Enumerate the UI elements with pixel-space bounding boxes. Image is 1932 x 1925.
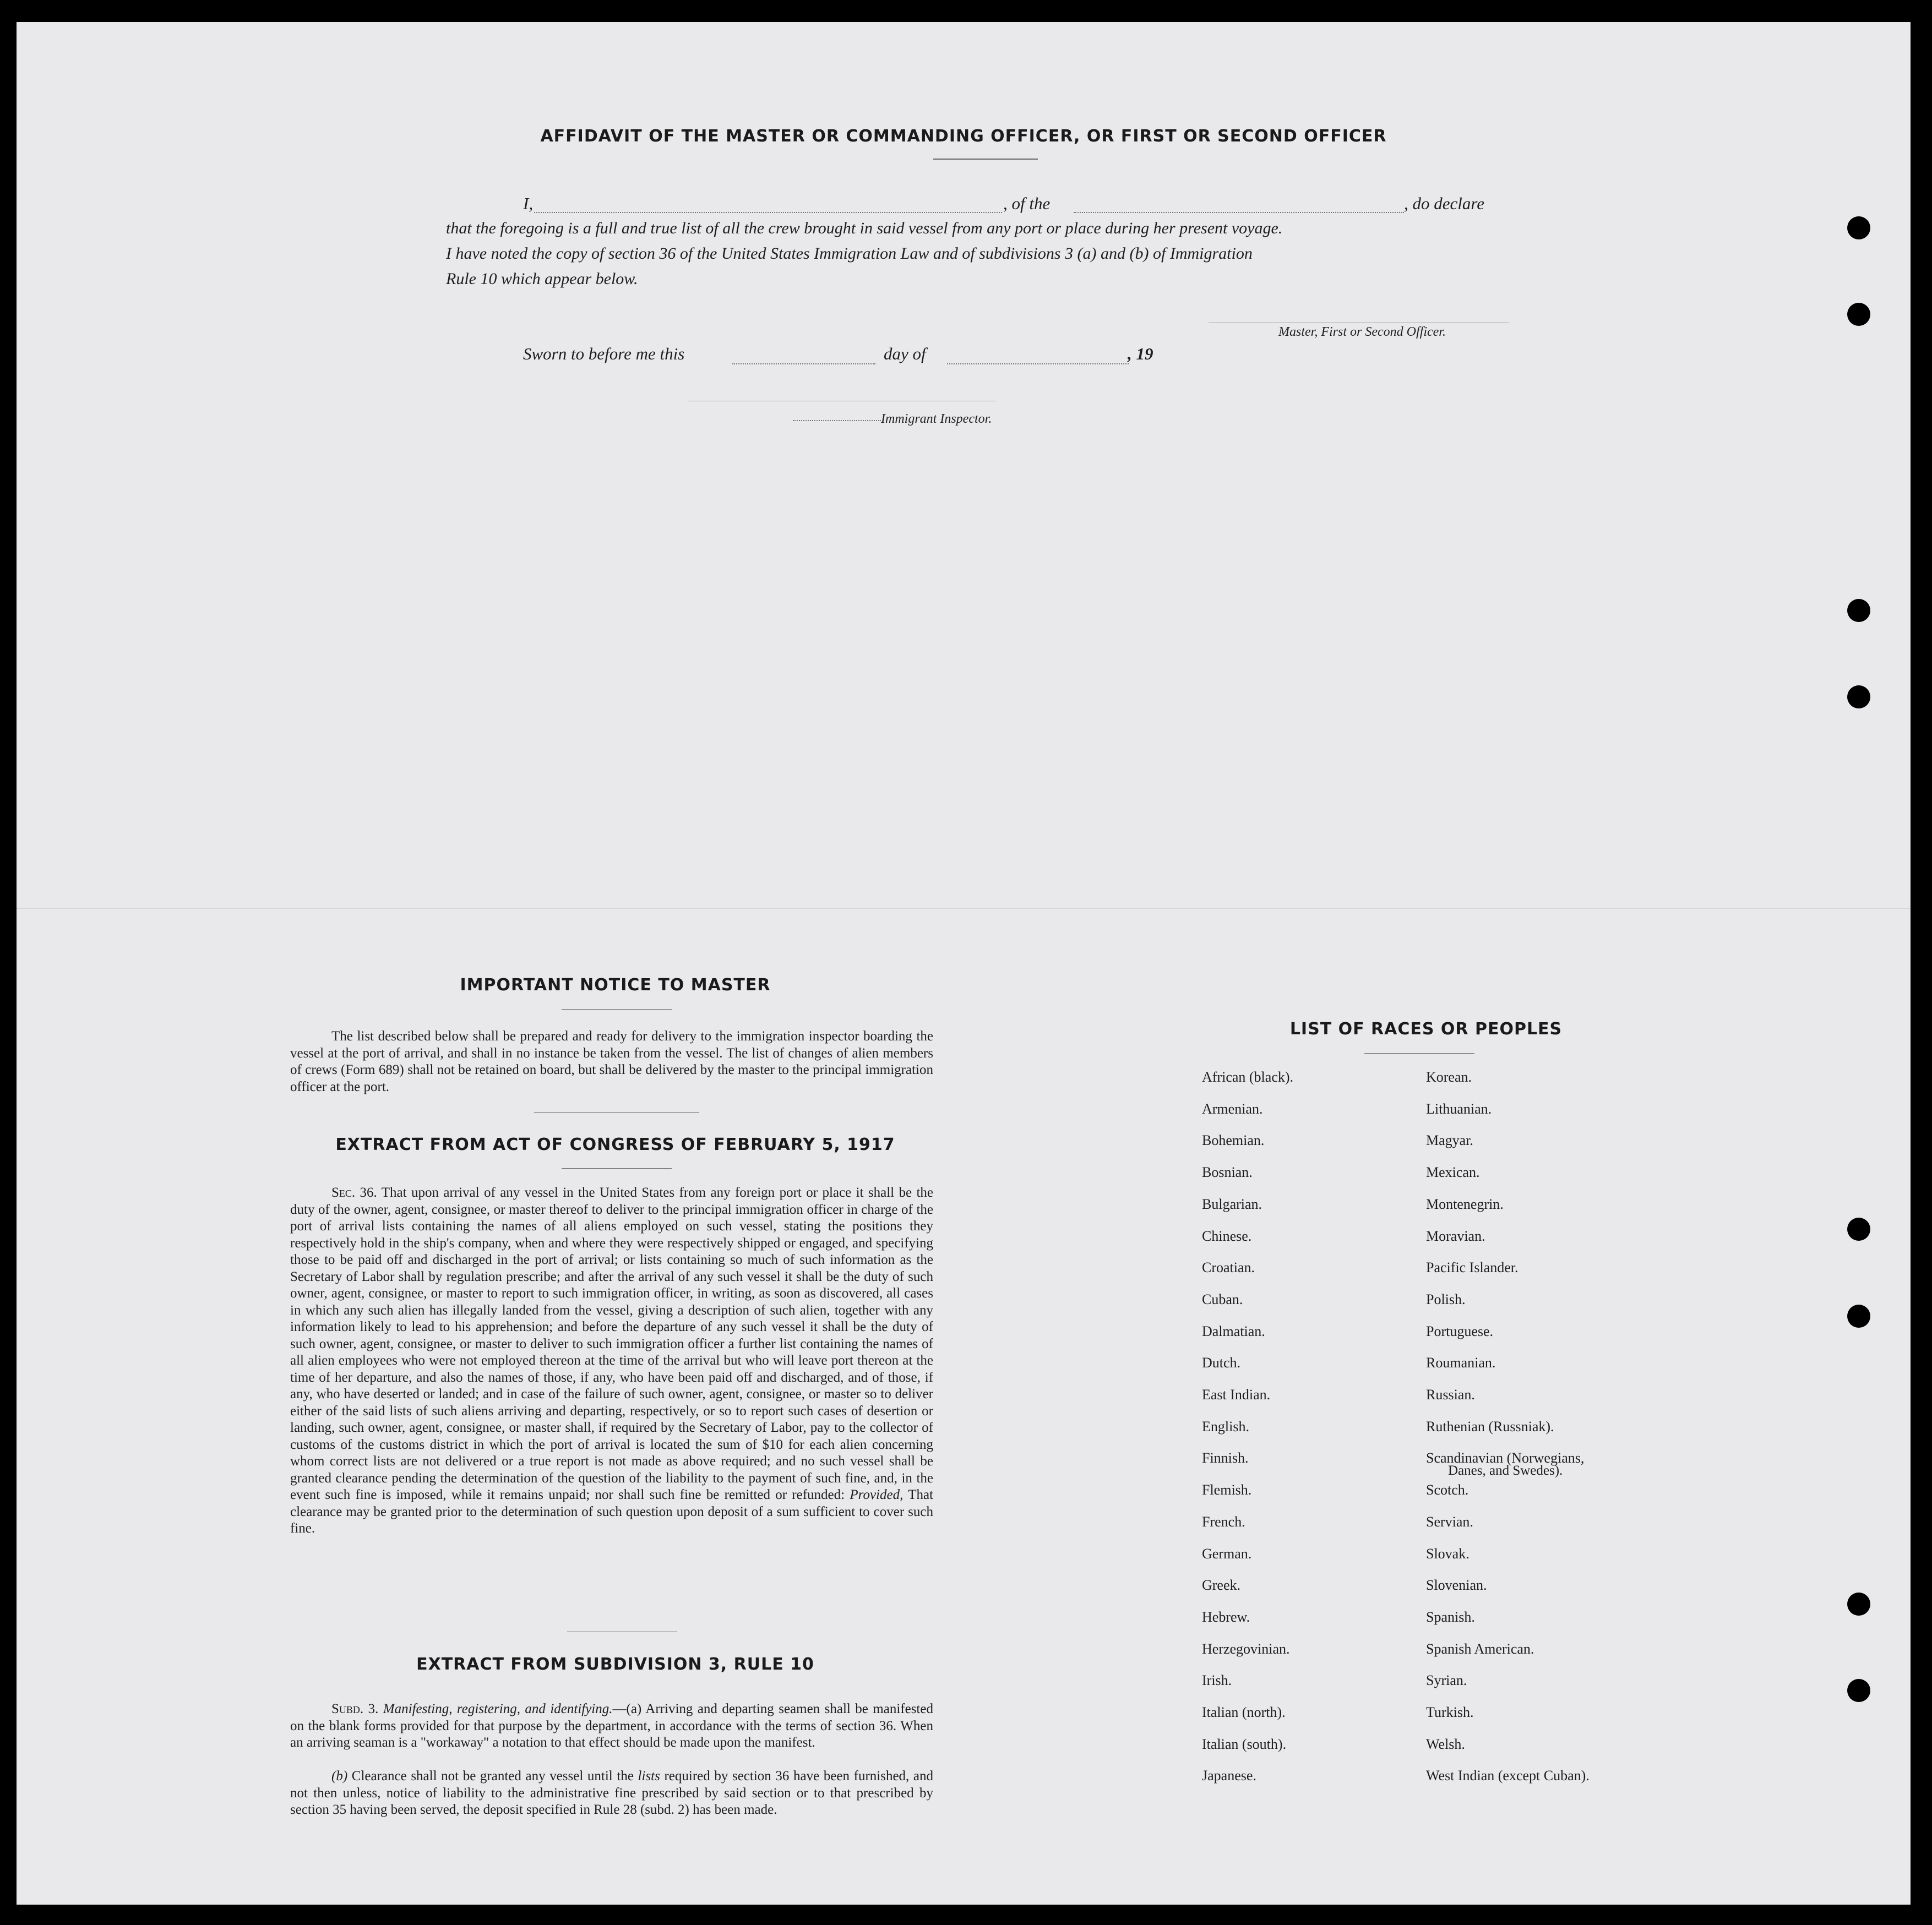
rule-subd-a xyxy=(290,1701,933,1752)
race-item: French. xyxy=(1202,1513,1245,1530)
fold-line xyxy=(17,908,1911,909)
do-declare-label: , do declare xyxy=(1404,194,1485,213)
title-rule xyxy=(933,159,1038,160)
race-item: Bulgarian. xyxy=(1202,1196,1262,1212)
provided-label: Provided, xyxy=(850,1487,904,1502)
vessel-field[interactable] xyxy=(1074,212,1404,213)
rule-subd-b xyxy=(290,1768,933,1819)
document-sheet xyxy=(17,22,1911,1905)
race-item: Slovak. xyxy=(1426,1545,1470,1562)
subd-heading: Manifesting, registering, and identifying. xyxy=(383,1702,613,1716)
race-item: Pacific Islander. xyxy=(1426,1259,1519,1276)
race-item: English. xyxy=(1202,1418,1249,1435)
race-item: Spanish American. xyxy=(1426,1640,1534,1657)
race-item: Irish. xyxy=(1202,1672,1232,1689)
act-text xyxy=(290,1185,933,1537)
races-rule xyxy=(1364,1053,1474,1054)
signature-label: Master, First or Second Officer. xyxy=(1278,325,1446,339)
b-lists: lists xyxy=(638,1769,660,1784)
i-label: I, xyxy=(523,194,534,213)
day-field[interactable] xyxy=(732,363,875,364)
act-body: That upon arrival of any vessel in the United States from any foreign port or place it shall be the duty of the owner, agent, consignee, or master thereof to deliver to the principal immigration officer in charge of the port of arrival lists containing the names of all aliens employed on such vessel, stating the positions they respectively hold in the ship's company, when and where they were respectively shipped or engaged, and specifying those to be paid off and discharged in the port of arrival; or lists containing so much of such information as the Secretary of Labor shall by regulation prescribe; and after the arrival of any such vessel it shall be the duty of such owner, agent, consignee, or master to report to such immigration officer, in writing, as soon as discovered, all cases in which any such alien has illegally landed from the vessel, giving a description of such alien, together with any information likely to lead to his apprehension; and before the departure of any such vessel it shall be the duty of such owner, agent, consignee, or master to deliver to such immigration officer a further list containing the names of all alien employees who were not employed thereon at the time of the arrival but who will leave port thereon at the time of her departure, and also the names of those, if any, who have been paid off and discharged, and of those, if any, who have deserted or landed; and in case of the failure of such owner, agent, consignee, or master so to deliver either of the said lists of such aliens arriving and departing, respectively, or so to report such cases of desertion or landing, such owner, agent, consignee, or master shall, if required by the Secretary of Labor, pay to the collector of customs of the customs district in which the port of arrival is located the sum of $10 for each alien concerning whom correct lists are not delivered or a true report is not made as above required; and no such vessel shall be granted clearance pending the determination of the question of the liability to the payment of such fine, and, in the event such fine is imposed, while it remains unpaid; nor shall such fine be remitted or refunded: xyxy=(290,1185,934,1502)
race-item: Bohemian. xyxy=(1202,1132,1265,1149)
declaration-line-3: Rule 10 which appear below. xyxy=(446,270,638,288)
race-item: Croatian. xyxy=(1202,1259,1255,1276)
race-item: Montenegrin. xyxy=(1426,1196,1504,1212)
act-body-end: That clearance may be granted prior to the determination of such question upon deposit of a sum sufficient to cover such fine. xyxy=(290,1487,934,1536)
race-item: Flemish. xyxy=(1202,1482,1252,1498)
declaration-line-1: that the foregoing is a full and true list of all the crew brought in said vessel from any port or place during her present voyage. xyxy=(446,219,1283,237)
race-item: Mexican. xyxy=(1426,1164,1480,1181)
race-item: East Indian. xyxy=(1202,1387,1271,1403)
act-rule xyxy=(562,1168,672,1169)
race-item: Scandinavian (Norwegians, xyxy=(1426,1450,1585,1466)
rule-title: EXTRACT FROM SUBDIVISION 3, RULE 10 xyxy=(416,1655,814,1674)
race-item: Servian. xyxy=(1426,1513,1473,1530)
inspector-dots xyxy=(793,420,881,421)
races-title: LIST OF RACES OR PEOPLES xyxy=(1289,1019,1563,1039)
race-item: Welsh. xyxy=(1426,1736,1465,1752)
race-item: Dutch. xyxy=(1202,1355,1241,1371)
punch-hole xyxy=(1847,599,1870,622)
declaration-line-2: I have noted the copy of section 36 of the United States Immigration Law and of subdivisions 3 (a) and (b) of Immigration xyxy=(446,244,1253,263)
race-item: Lithuanian. xyxy=(1426,1100,1492,1117)
race-item: Italian (north). xyxy=(1202,1704,1286,1720)
b-label: (b) xyxy=(331,1769,348,1784)
subd-label: Subd. 3. xyxy=(331,1702,379,1716)
notice-title: IMPORTANT NOTICE TO MASTER xyxy=(460,975,771,995)
notice-rule xyxy=(562,1009,672,1010)
race-item: Bosnian. xyxy=(1202,1164,1253,1181)
race-item: Finnish. xyxy=(1202,1450,1249,1466)
punch-hole xyxy=(1847,216,1870,239)
b-text-1: Clearance shall not be granted any vessel until the xyxy=(351,1769,634,1784)
notice-text: The list described below shall be prepared and ready for delivery to the immigration inspector boarding the vessel at the port of arrival, and shall in no instance be taken from the vessel. The list of changes of alien members of crews (Form 689) shall not be retained on board, but shall be delivered by the master to the principal immigration officer at the port. xyxy=(290,1029,933,1094)
act-title: EXTRACT FROM ACT OF CONGRESS OF FEBRUARY 5, 1917 xyxy=(335,1135,895,1154)
race-item: Moravian. xyxy=(1426,1228,1485,1244)
race-item: Korean. xyxy=(1426,1069,1472,1085)
b-text-2: required by section 36 have been furnished, and not then unless, notice of liability to the administrative fine prescribed by said section or to that prescribed by section 35 having been served, the deposit specified in Rule 28 (subd. 2) has been made. xyxy=(290,1769,934,1817)
race-item-continuation: Danes, and Swedes). xyxy=(1448,1463,1563,1479)
of-the-label: , of the xyxy=(1003,194,1051,213)
race-item: Italian (south). xyxy=(1202,1736,1287,1752)
subd-a-text: —(a) Arriving and departing seamen shall be manifested on the blank forms provided for that purpose by the department, in accordance with the terms of section 36. When an arriving seaman is a "workaway" a notation to that effect should be made upon the manifest. xyxy=(290,1702,933,1750)
race-item: Roumanian. xyxy=(1426,1355,1496,1371)
race-item: Portuguese. xyxy=(1426,1323,1494,1339)
punch-hole xyxy=(1847,1679,1870,1702)
punch-hole xyxy=(1847,1218,1870,1241)
day-of-label: day of xyxy=(884,344,926,363)
race-item: Ruthenian (Russniak). xyxy=(1426,1418,1554,1435)
inspector-label: Immigrant Inspector. xyxy=(881,412,992,426)
year-label: , 19 xyxy=(1128,344,1153,363)
race-item: Magyar. xyxy=(1426,1132,1473,1149)
race-item: Russian. xyxy=(1426,1387,1475,1403)
race-item: Polish. xyxy=(1426,1291,1466,1307)
sec-label: Sec. 36. xyxy=(331,1185,377,1200)
race-item: Armenian. xyxy=(1202,1100,1263,1117)
race-item: Greek. xyxy=(1202,1577,1241,1594)
race-item: Dalmatian. xyxy=(1202,1323,1265,1339)
name-field[interactable] xyxy=(534,212,1002,213)
punch-hole xyxy=(1847,303,1870,326)
punch-hole xyxy=(1847,685,1870,708)
race-item: West Indian (except Cuban). xyxy=(1426,1768,1590,1784)
race-item: African (black). xyxy=(1202,1069,1294,1085)
race-item: German. xyxy=(1202,1545,1252,1562)
punch-hole xyxy=(1847,1305,1870,1328)
month-field[interactable] xyxy=(947,363,1129,364)
race-item: Spanish. xyxy=(1426,1608,1475,1625)
race-item: Cuban. xyxy=(1202,1291,1243,1307)
race-item: Scotch. xyxy=(1426,1482,1469,1498)
affidavit-title: AFFIDAVIT OF THE MASTER OR COMMANDING OFFICER, OR FIRST OR SECOND OFFICER xyxy=(540,127,1387,146)
race-item: Japanese. xyxy=(1202,1768,1256,1784)
race-item: Slovenian. xyxy=(1426,1577,1487,1594)
race-item: Chinese. xyxy=(1202,1228,1252,1244)
race-item: Herzegovinian. xyxy=(1202,1640,1290,1657)
section-rule xyxy=(534,1112,699,1113)
race-item: Hebrew. xyxy=(1202,1608,1250,1625)
race-item: Syrian. xyxy=(1426,1672,1467,1689)
sworn-label: Sworn to before me this xyxy=(523,344,685,363)
punch-hole xyxy=(1847,1593,1870,1616)
race-item: Turkish. xyxy=(1426,1704,1474,1720)
